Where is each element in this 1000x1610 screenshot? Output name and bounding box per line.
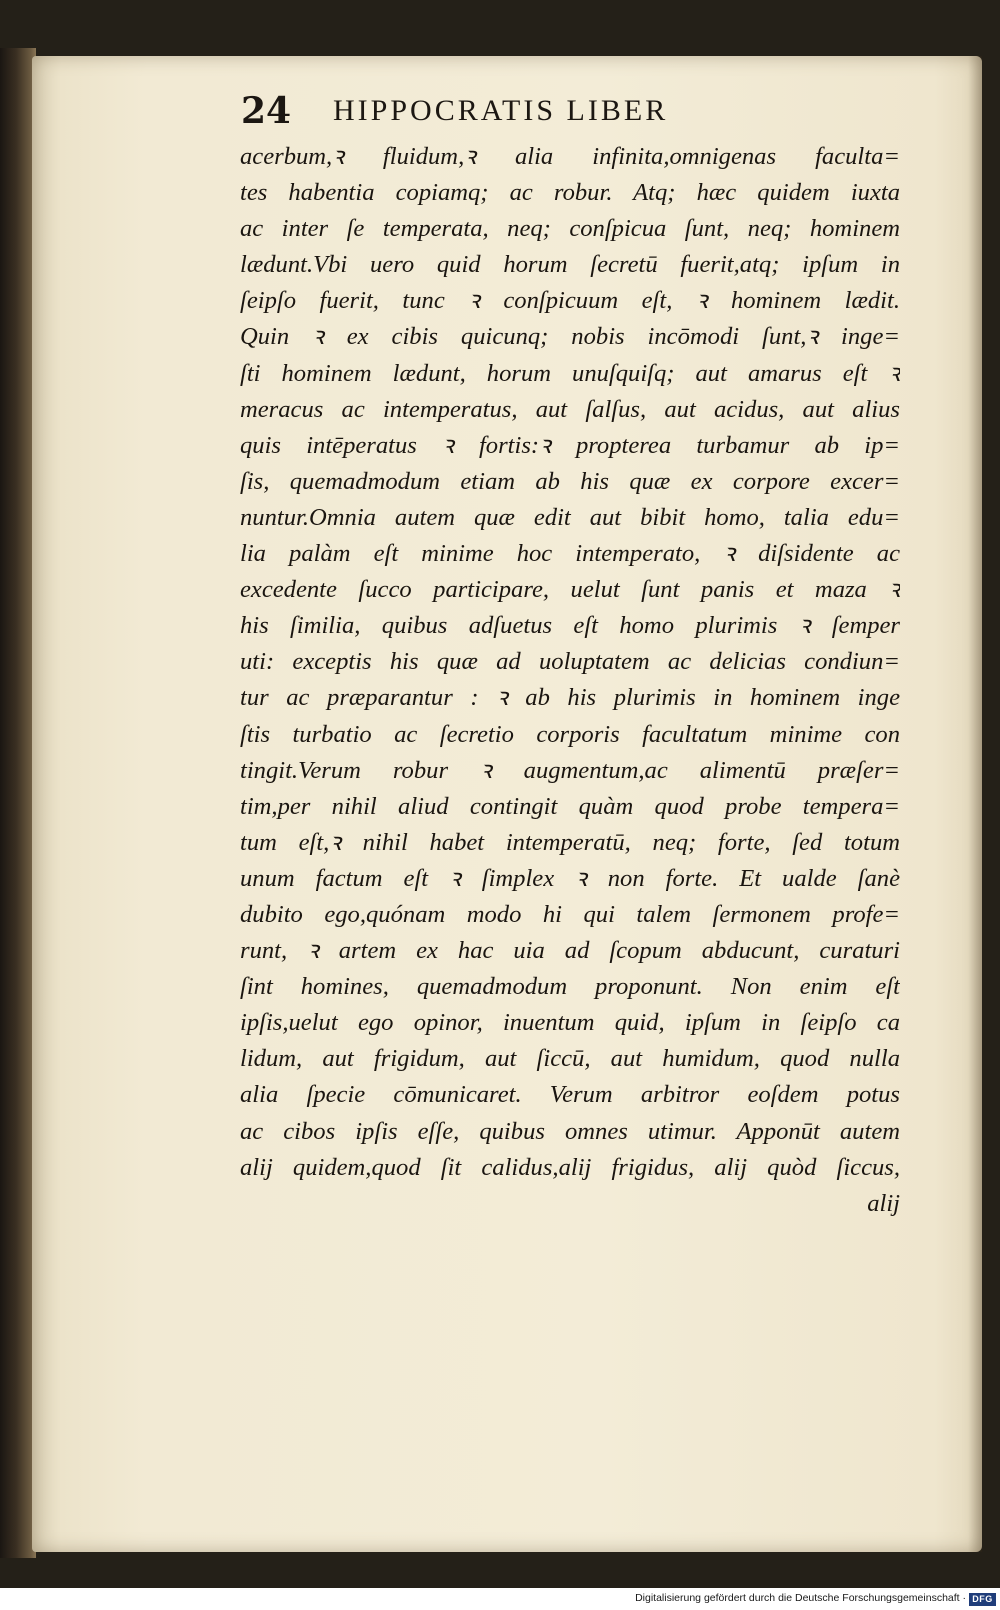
text-line: lædunt.Vbi uero quid horum ſecretū fuerit,atq; ipſum in <box>240 251 900 279</box>
text-line: tingit.Verum robur ꝛ augmentum,ac alimentū præſer= <box>240 756 900 784</box>
text-line: uti: exceptis his quæ ad uoluptatem ac delicias condiun= <box>240 648 900 676</box>
text-line: ac cibos ipſis eſſe, quibus omnes utimur. Apponūt autem <box>240 1117 900 1145</box>
text-line: tur ac præparantur : ꝛ ab his plurimis in hominem inge <box>240 684 900 712</box>
text-line: alij quidem,quod ſit calidus,alij frigidus, alij quòd ſiccus, <box>240 1153 900 1181</box>
text-line: nuntur.Omnia autem quæ edit aut bibit homo, talia edu= <box>240 503 900 531</box>
text-line: acerbum,ꝛ fluidum,ꝛ alia infinita,omnigenas faculta= <box>240 143 900 170</box>
text-line: tim,per nihil aliud contingit quàm quod probe tempera= <box>240 792 900 820</box>
text-line: tum eſt,ꝛ nihil habet intemperatū, neq; forte, ſed totum <box>240 828 900 856</box>
text-block <box>240 139 900 1222</box>
text-line: ipſis,uelut ego opinor, inuentum quid, ipſum in ſeipſo ca <box>240 1009 900 1037</box>
text-line: Quin ꝛ ex cibis quicunq; nobis incōmodi ſunt,ꝛ inge= <box>240 323 900 351</box>
text-line: ſti hominem lædunt, horum unuſquiſq; aut amarus eſt ꝛ <box>240 359 900 387</box>
text-line: meracus ac intemperatus, aut ſalſus, aut acidus, aut alius <box>240 395 900 423</box>
text-line: tes habentia copiamq; ac robur. Atq; hæc quidem iuxta <box>240 179 900 207</box>
text-line: lia palàm eſt minime hoc intemperato, ꝛ diſsidente ac <box>240 540 900 568</box>
text-line: excedente ſucco participare, uelut ſunt panis et maza ꝛ <box>240 576 900 604</box>
binding-edge <box>0 48 36 1558</box>
text-line: quis intēperatus ꝛ fortis:ꝛ propterea turbamur ab ip= <box>240 431 900 459</box>
text-line: ac inter ſe temperata, neq; conſpicua ſunt, neq; hominem <box>240 215 900 243</box>
text-line: ſint homines, quemadmodum proponunt. Non enim eſt <box>240 973 900 1001</box>
text-line: dubito ego,quónam modo hi qui talem ſermonem profe= <box>240 900 900 928</box>
text-line: unum factum eſt ꝛ ſimplex ꝛ non forte. Et ualde ſanè <box>240 864 900 892</box>
page-shadow <box>968 56 982 1552</box>
running-head <box>241 86 801 136</box>
text-line: ſtis turbatio ac ſecretio corporis facultatum minime con <box>240 720 900 748</box>
running-title: HIPPOCRATIS LIBER <box>333 94 669 127</box>
text-line: ſis, quemadmodum etiam ab his quæ ex corpore excer= <box>240 467 900 495</box>
funding-credit: Digitalisierung gefördert durch die Deutsche Forschungsgemeinschaft · <box>635 1592 966 1604</box>
catchword: alij <box>867 1189 900 1217</box>
text-line: ſeipſo fuerit, tunc ꝛ conſpicuum eſt, ꝛ hominem lædit. <box>240 287 900 315</box>
text-line: his ſimilia, quibus adſuetus eſt homo plurimis ꝛ ſemper <box>240 612 900 640</box>
page-number: 24 <box>241 90 292 132</box>
dfg-logo-icon: DFG <box>969 1593 996 1606</box>
text-line: lidum, aut frigidum, aut ſiccū, aut humidum, quod nulla <box>240 1045 900 1073</box>
text-line: runt, ꝛ artem ex hac uia ad ſcopum abducunt, curaturi <box>240 937 900 965</box>
text-line: alia ſpecie cōmunicaret. Verum arbitror eoſdem potus <box>240 1081 900 1109</box>
